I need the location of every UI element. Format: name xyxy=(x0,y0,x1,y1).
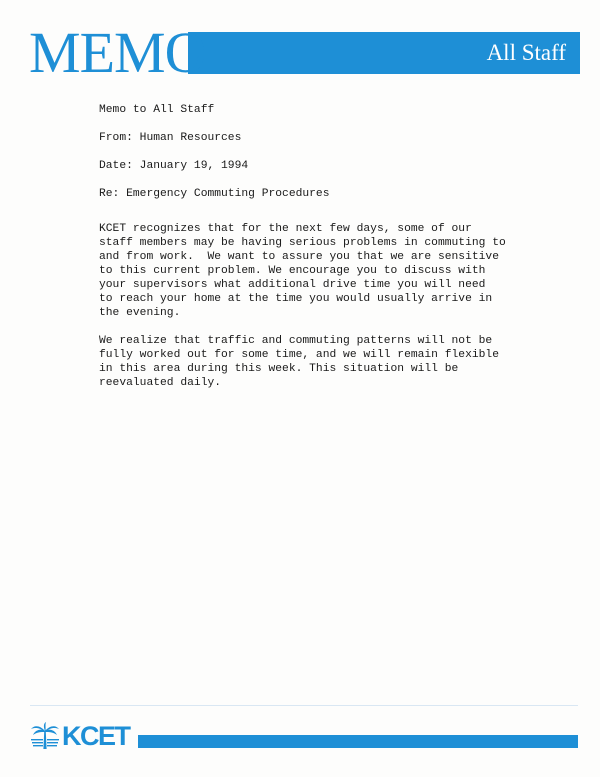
to-line: Memo to All Staff xyxy=(99,104,215,116)
paragraph-line: to reach your home at the time you would usually arrive in xyxy=(99,293,493,305)
logo-text: KCET xyxy=(62,721,130,751)
paragraph-line: and from work. We want to assure you that we are sensitive xyxy=(99,251,499,263)
memo-body xyxy=(99,103,549,390)
kcet-logo xyxy=(30,722,130,750)
paragraph-line: in this area during this week. This situation will be xyxy=(99,363,459,375)
from-line: From: Human Resources xyxy=(99,132,242,144)
footer-divider xyxy=(30,705,578,706)
paragraph-line: We realize that traffic and commuting patterns will not be xyxy=(99,335,493,347)
paragraph-line: to this current problem. We encourage you to discuss with xyxy=(99,265,486,277)
paragraph-line: fully worked out for some time, and we will remain flexible xyxy=(99,349,499,361)
paragraph-line: the evening. xyxy=(99,307,181,319)
paragraph-line: reevaluated daily. xyxy=(99,377,222,389)
palm-tree-icon xyxy=(30,722,60,750)
paragraph-line: your supervisors what additional drive time you will need xyxy=(99,279,486,291)
date-line: Date: January 19, 1994 xyxy=(99,160,249,172)
body-paragraph xyxy=(99,222,549,320)
footer-band xyxy=(138,735,578,748)
audience-label: All Staff xyxy=(486,40,566,65)
paragraph-line: KCET recognizes that for the next few days, some of our xyxy=(99,223,472,235)
body-paragraph xyxy=(99,334,549,390)
paragraph-line: staff members may be having serious problems in commuting to xyxy=(99,237,506,249)
subject-line: Re: Emergency Commuting Procedures xyxy=(99,188,330,200)
memo-title: MEMO xyxy=(29,20,206,85)
